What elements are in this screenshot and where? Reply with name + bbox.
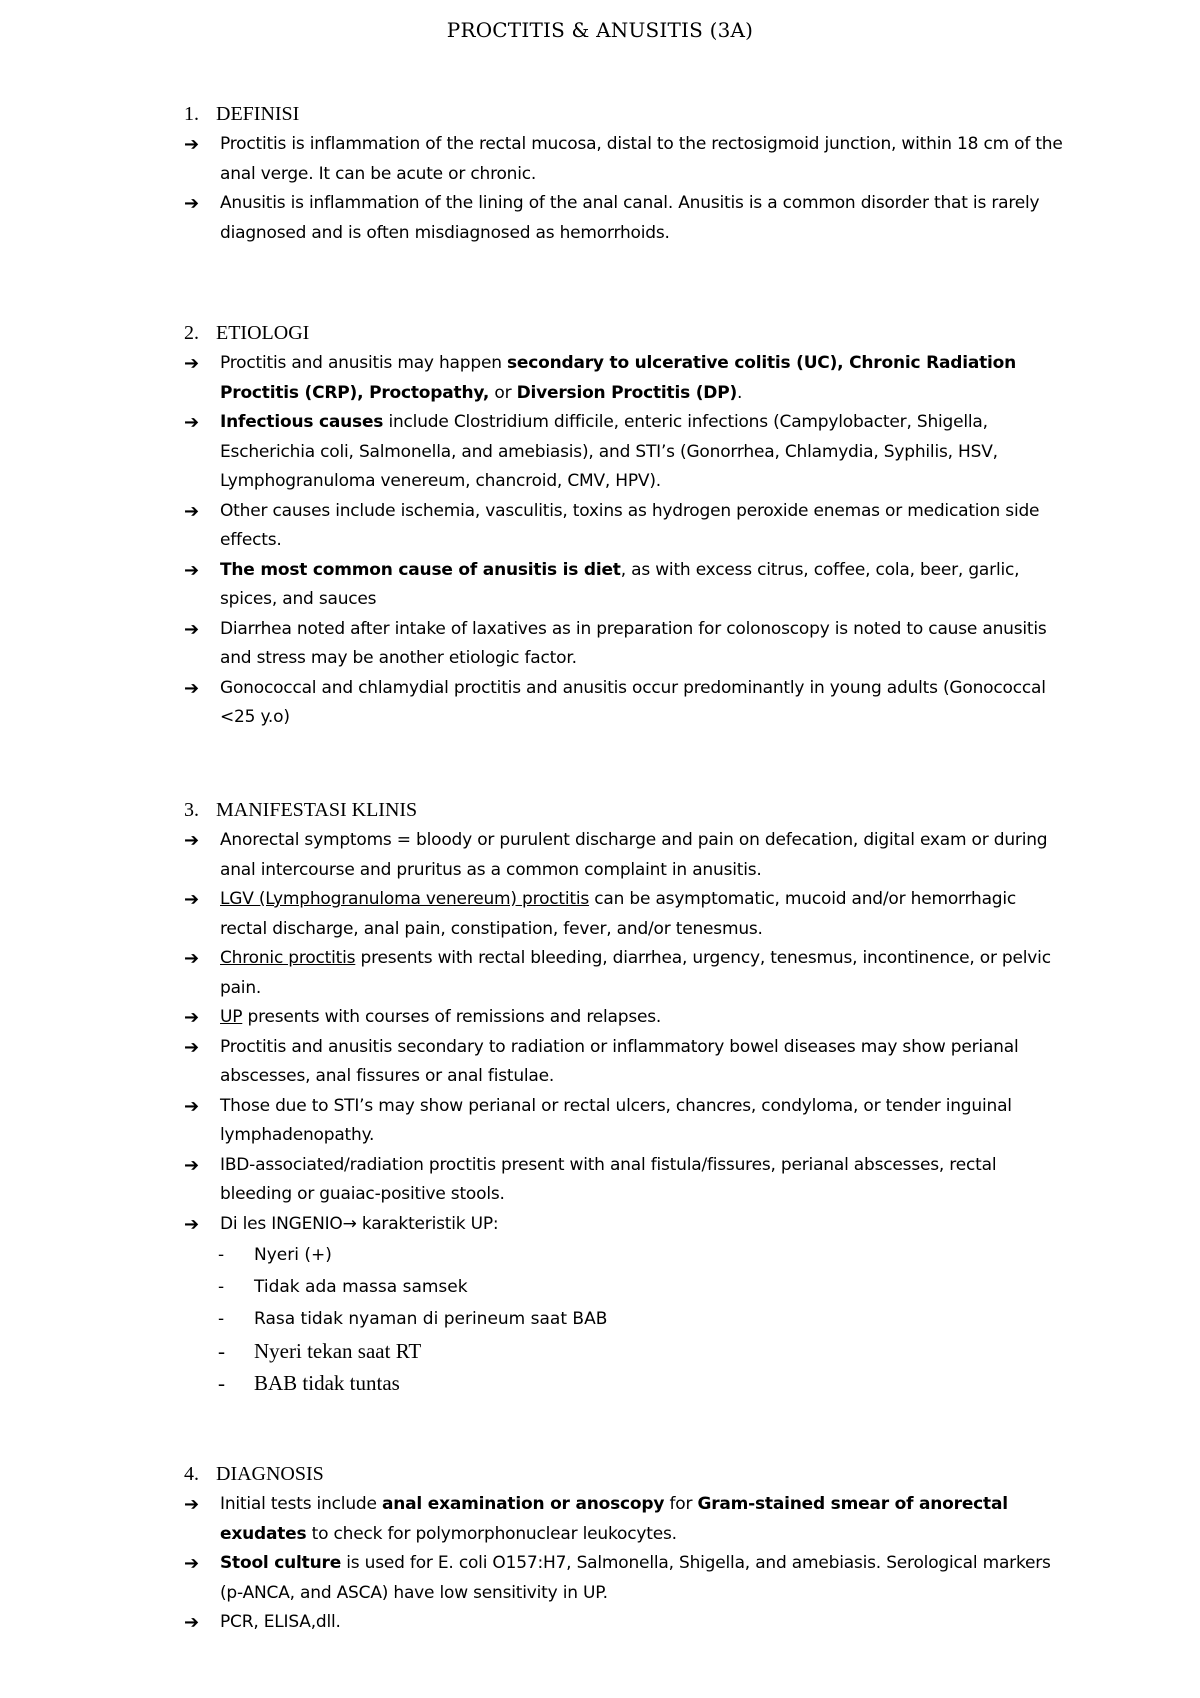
section-title: DEFINISI [216,103,300,125]
sub-item-text: BAB tidak tuntas [254,1371,400,1395]
page-title: PROCTITIS & ANUSITIS (3A) [446,18,754,42]
bullet-text: to check for polymorphonuclear leukocytes. [306,1523,677,1544]
arrow-bullet-icon: ➔ [184,193,199,214]
arrow-bullet-icon: ➔ [184,830,199,851]
section-heading [184,100,299,128]
bullet-text: include Clostridium difficile, enteric infections (Campylobacter, Shigella, Escherichia coli, Salmonella, and amebiasis), and STI’s (Gonorrhea, Chlamydia, Syphilis, HSV, Lymphogranuloma venereum, chancroid, CMV, HPV). [220,412,998,491]
section-number: 1. [184,103,199,125]
bullet-item [184,1033,1064,1092]
sub-list-item [184,1271,1064,1303]
section-number: 3. [184,799,199,821]
section-title: MANIFESTASI KLINIS [216,799,418,821]
arrow-bullet-icon: ➔ [184,559,199,581]
bold-text: Stool culture [220,1553,342,1573]
bullet-text: presents with rectal bleeding, diarrhea, urgency, tenesmus, incontinence, or pelvic pain. [220,948,1051,998]
section-number: 2. [184,322,199,344]
bullet-text: Initial tests include [220,1494,382,1514]
arrow-bullet-icon: ➔ [184,948,199,969]
arrow-bullet-icon: ➔ [184,1036,199,1058]
bullet-item [184,349,1064,408]
bullet-item [184,1490,1064,1549]
arrow-bullet-icon: ➔ [184,1213,199,1235]
bullet-item [184,556,1064,615]
bullet-text: PCR, ELISA,dll. [220,1612,341,1632]
underlined-text: LGV (Lymphogranuloma venereum) proctitis [220,889,590,909]
bullet-text: Those due to STI’s may show perianal or rectal ulcers, chancres, condyloma, or tender inguinal lymphadenopathy. [220,1095,1012,1145]
bullet-text: Other causes include ischemia, vasculitis, toxins as hydrogen peroxide enemas or medication side effects. [220,500,1040,550]
bold-text: Diversion Proctitis (DP) [516,382,738,403]
bullet-item [184,189,1064,248]
arrow-bullet-icon: ➔ [184,1007,199,1028]
section-heading [184,796,417,824]
section-title: ETIOLOGI [216,322,310,344]
bullet-item [184,1210,1064,1240]
sub-item-text: Rasa tidak nyaman di perineum saat BAB [254,1309,608,1329]
sub-item-text: Nyeri (+) [254,1245,332,1265]
section-title: DIAGNOSIS [216,1463,324,1485]
sub-list-item [184,1239,1064,1271]
dash-bullet-icon: - [218,1245,225,1265]
bullet-text: Proctitis and anusitis secondary to radiation or inflammatory bowel diseases may show perianal abscesses, anal fissures or anal fistulae. [220,1036,1019,1086]
dash-bullet-icon: - [218,1309,225,1329]
bullet-list [184,130,1064,248]
bullet-text: , as with excess citrus, coffee, cola, beer, garlic, spices, and sauces [220,559,1020,609]
bullet-text: Di les INGENIO→ karakteristik UP: [220,1213,499,1234]
bullet-list [184,826,1064,1399]
bullet-item [184,497,1064,556]
arrow-bullet-icon: ➔ [184,1095,199,1117]
bold-text: The most common cause of anusitis is diet [220,559,621,580]
bullet-text: Proctitis and anusitis may happen [220,353,507,373]
bullet-text: Diarrhea noted after intake of laxatives as in preparation for colonoscopy is noted to cause anusitis and stress may be another etiologic factor. [220,618,1047,668]
bullet-item [184,1549,1064,1608]
bullet-item [184,615,1064,674]
bullet-list [184,1490,1064,1638]
section-heading [184,319,309,347]
bullet-text: is used for E. coli O157:H7, Salmonella, Shigella, and amebiasis. Serological markers (p-ANCA, and ASCA) have low sensitivity in UP. [220,1553,1051,1603]
underlined-text: UP [220,1007,243,1027]
bullet-item [184,1151,1064,1210]
bullet-text: Proctitis is inflammation of the rectal mucosa, distal to the rectosigmoid junction, within 18 cm of the anal verge. It can be acute or chronic. [220,134,1063,184]
bold-text: secondary to ulcerative colitis (UC), Chronic Radiation Proctitis (CRP), Proctopathy, [220,353,1017,403]
arrow-bullet-icon: ➔ [184,1553,199,1574]
arrow-bullet-icon: ➔ [184,500,199,522]
bullet-item [184,674,1064,733]
dash-bullet-icon: - [218,1339,225,1363]
bullet-text: Anusitis is inflammation of the lining of the anal canal. Anusitis is a common disorder that is rarely diagnosed and is often misdiagnosed as hemorrhoids. [220,193,1040,243]
arrow-bullet-icon: ➔ [184,412,199,433]
bullet-item [184,130,1064,189]
bold-text: anal examination or anoscopy [381,1494,665,1514]
arrow-bullet-icon: ➔ [184,889,199,910]
sub-list-item [184,1303,1064,1335]
bold-text: Infectious causes [220,412,384,432]
bullet-item [184,1608,1064,1638]
sub-item-text: Nyeri tekan saat RT [254,1339,422,1363]
bullet-text: IBD-associated/radiation proctitis present with anal fistula/fissures, perianal abscesses, rectal bleeding or guaiac-positive stools. [220,1154,997,1204]
bold-text: Gram-stained smear of anorectal exudates [220,1494,1008,1544]
underlined-text: Chronic proctitis [220,948,356,968]
arrow-bullet-icon: ➔ [184,618,199,640]
section-number: 4. [184,1463,199,1485]
sub-item-text: Tidak ada massa samsek [254,1277,468,1297]
arrow-bullet-icon: ➔ [184,1494,199,1515]
bullet-text: or [489,382,517,403]
bullet-text: Anorectal symptoms = bloody or purulent discharge and pain on defecation, digital exam or during anal intercourse and pruritus as a common complaint in anusitis. [220,830,1048,880]
bullet-text: presents with courses of remissions and relapses. [242,1007,662,1027]
arrow-bullet-icon: ➔ [184,1612,199,1633]
bullet-text: . [737,382,743,403]
bullet-item [184,826,1064,885]
bullet-text: Gonococcal and chlamydial proctitis and anusitis occur predominantly in young adults (Gonococcal <25 y.o) [220,677,1046,727]
bullet-item [184,1092,1064,1151]
bullet-text: can be asymptomatic, mucoid and/or hemorrhagic rectal discharge, anal pain, constipation, fever, and/or tenesmus. [220,889,1017,939]
bullet-list [184,349,1064,733]
sub-list-item [184,1335,1064,1367]
arrow-bullet-icon: ➔ [184,677,199,699]
bullet-item [184,885,1064,944]
section-heading [184,1460,324,1488]
bullet-text: for [664,1494,698,1514]
sub-list-item [184,1367,1064,1399]
bullet-item [184,944,1064,1003]
bullet-item [184,1003,1064,1033]
arrow-bullet-icon: ➔ [184,1154,199,1176]
arrow-bullet-icon: ➔ [184,134,199,155]
dash-bullet-icon: - [218,1277,225,1297]
bullet-item [184,408,1064,497]
dash-bullet-icon: - [218,1371,225,1395]
arrow-bullet-icon: ➔ [184,353,199,374]
